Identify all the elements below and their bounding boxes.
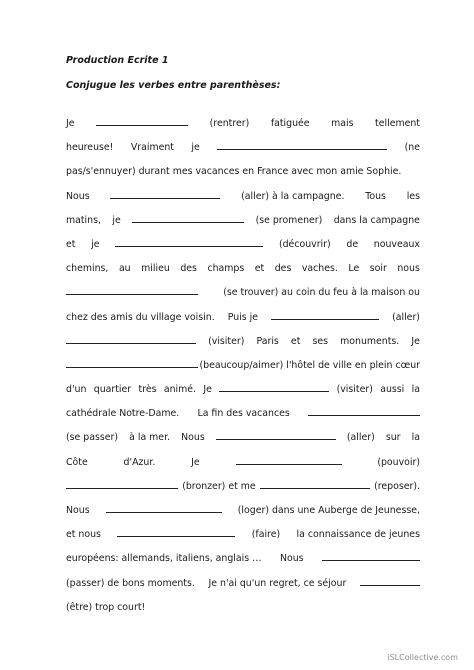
text-segment: (beaucoup/aimer) l'hôtel de ville en plein cœur — [199, 359, 420, 371]
answer-blank[interactable] — [360, 576, 420, 586]
text-segment: (visiter) — [336, 384, 373, 396]
text-segment: je — [91, 238, 100, 250]
text-segment: la — [411, 384, 420, 396]
text-line — [66, 475, 420, 499]
text-segment: de — [346, 238, 359, 250]
text-segment: chez des amis du village voisin. — [66, 311, 215, 323]
text-segment: (passer) de bons moments. — [66, 577, 195, 589]
text-line — [66, 426, 420, 450]
text-line — [66, 257, 420, 281]
answer-blank[interactable] — [322, 551, 420, 561]
text-segment: et — [66, 238, 76, 250]
text-line — [66, 185, 420, 209]
text-segment: (ne — [404, 142, 420, 154]
text-segment: Je n'ai qu'un regret, ce séjour — [208, 577, 347, 589]
text-segment: d'un — [66, 384, 87, 396]
text-segment: Puis je — [227, 311, 258, 323]
text-segment: la — [411, 432, 420, 444]
text-line — [66, 402, 420, 426]
text-segment: Nous — [66, 190, 90, 202]
answer-blank[interactable] — [308, 406, 420, 416]
text-line — [66, 306, 420, 330]
text-segment: la connaissance de jeunes — [296, 529, 420, 541]
text-segment: des — [274, 263, 292, 275]
text-segment: pas/s'ennuyer) durant mes vacances en France avec mon amie Sophie. — [66, 166, 402, 178]
text-segment: les — [406, 190, 420, 202]
text-segment: (pouvoir) — [377, 456, 420, 468]
text-segment: des — [180, 263, 197, 275]
text-segment: (se promener) — [255, 214, 323, 226]
text-segment: ses — [312, 335, 329, 347]
answer-blank[interactable] — [219, 382, 329, 392]
text-segment: (reposer). — [374, 480, 420, 492]
text-segment: cathédrale Notre-Dame. — [66, 408, 180, 420]
text-segment: européens: allemands, italiens, anglais … — [66, 553, 262, 565]
exercise-text — [66, 112, 420, 620]
answer-blank[interactable] — [117, 527, 235, 537]
answer-blank[interactable] — [96, 116, 188, 126]
text-segment: vaches. — [301, 263, 338, 275]
answer-blank[interactable] — [260, 479, 370, 489]
text-segment: (découvrir) — [278, 238, 331, 250]
text-segment: nous — [397, 263, 420, 275]
text-segment: (loger) dans une Auberge de Jeunesse, — [237, 505, 420, 516]
answer-blank[interactable] — [66, 334, 196, 344]
text-segment: et — [290, 335, 301, 347]
text-segment: sur — [385, 432, 401, 444]
text-segment: animé. — [163, 384, 197, 396]
text-segment: dans la campagne — [333, 214, 420, 226]
text-segment: (bronzer) et me — [182, 480, 256, 492]
text-segment: La fin des vacances — [197, 408, 290, 420]
text-segment: (visiter) — [208, 335, 245, 347]
text-segment: (aller) à la campagne. — [241, 190, 345, 202]
text-segment: (se passer) — [66, 432, 119, 444]
text-segment: heureuse! — [66, 142, 114, 154]
text-segment: Je — [66, 118, 75, 129]
text-line — [66, 330, 420, 354]
text-segment: tellement — [375, 118, 420, 129]
text-segment: et — [254, 263, 265, 275]
text-line — [66, 523, 420, 547]
text-segment: matins, — [66, 214, 101, 226]
text-segment: chemins, — [66, 263, 109, 275]
answer-blank[interactable] — [217, 140, 387, 150]
text-segment: Tous — [365, 190, 386, 202]
text-segment: (rentrer) — [209, 118, 250, 129]
text-segment: je — [112, 214, 121, 226]
text-segment: Je — [411, 335, 420, 347]
watermark: iSLCollective.com — [387, 653, 458, 662]
text-segment: nouveaux — [373, 238, 420, 250]
worksheet-title: Production Ecrite 1 — [66, 55, 169, 66]
answer-blank[interactable] — [66, 479, 178, 489]
text-segment: à la mer. — [129, 432, 171, 444]
text-line — [66, 354, 420, 378]
text-segment: quartier — [93, 384, 132, 396]
text-segment: très — [138, 384, 157, 396]
text-segment: aussi — [380, 384, 405, 396]
answer-blank[interactable] — [115, 237, 263, 247]
answer-blank[interactable] — [236, 455, 342, 465]
text-segment: et nous — [66, 529, 101, 541]
text-segment: mais — [331, 118, 354, 129]
answer-blank[interactable] — [106, 503, 222, 513]
text-line — [66, 281, 420, 305]
text-segment: Côte — [66, 456, 88, 468]
text-line — [66, 136, 420, 160]
text-segment: Le — [348, 263, 360, 275]
text-line — [66, 160, 420, 184]
text-segment: (être) trop court! — [66, 601, 146, 613]
text-segment: (se trouver) au coin du feu à la maison ou — [223, 287, 420, 299]
text-segment: (faire) — [251, 529, 281, 541]
text-segment: Je — [203, 384, 212, 396]
text-line — [66, 572, 420, 596]
worksheet-instruction: Conjugue les verbes entre parenthèses: — [66, 80, 281, 91]
text-segment: Nous — [66, 505, 90, 516]
answer-blank[interactable] — [132, 213, 244, 223]
text-line — [66, 209, 420, 233]
text-segment: je — [191, 142, 200, 154]
text-line — [66, 547, 420, 571]
text-segment: d'Azur. — [123, 456, 156, 468]
answer-blank[interactable] — [271, 310, 379, 320]
text-line — [66, 112, 420, 136]
text-segment: monuments. — [340, 335, 400, 347]
text-line — [66, 596, 420, 620]
text-segment: Nous — [181, 432, 205, 444]
text-segment: champs — [207, 263, 245, 275]
text-segment: milieu — [141, 263, 170, 275]
text-segment: Je — [191, 456, 200, 468]
text-line — [66, 233, 420, 257]
text-segment: Paris — [256, 335, 279, 347]
answer-blank[interactable] — [66, 358, 198, 368]
answer-blank[interactable] — [216, 430, 336, 440]
text-segment: Nous — [279, 553, 304, 565]
text-line — [66, 451, 420, 475]
text-segment: fatiguée — [270, 118, 310, 129]
text-segment: (aller) — [392, 311, 420, 323]
text-segment: Vraiment — [130, 142, 174, 154]
text-segment: soir — [369, 263, 387, 275]
text-segment: au — [118, 263, 131, 275]
answer-blank[interactable] — [66, 285, 198, 295]
answer-blank[interactable] — [110, 189, 220, 199]
text-line — [66, 499, 420, 523]
text-line — [66, 378, 420, 402]
text-segment: (aller) — [346, 432, 375, 444]
